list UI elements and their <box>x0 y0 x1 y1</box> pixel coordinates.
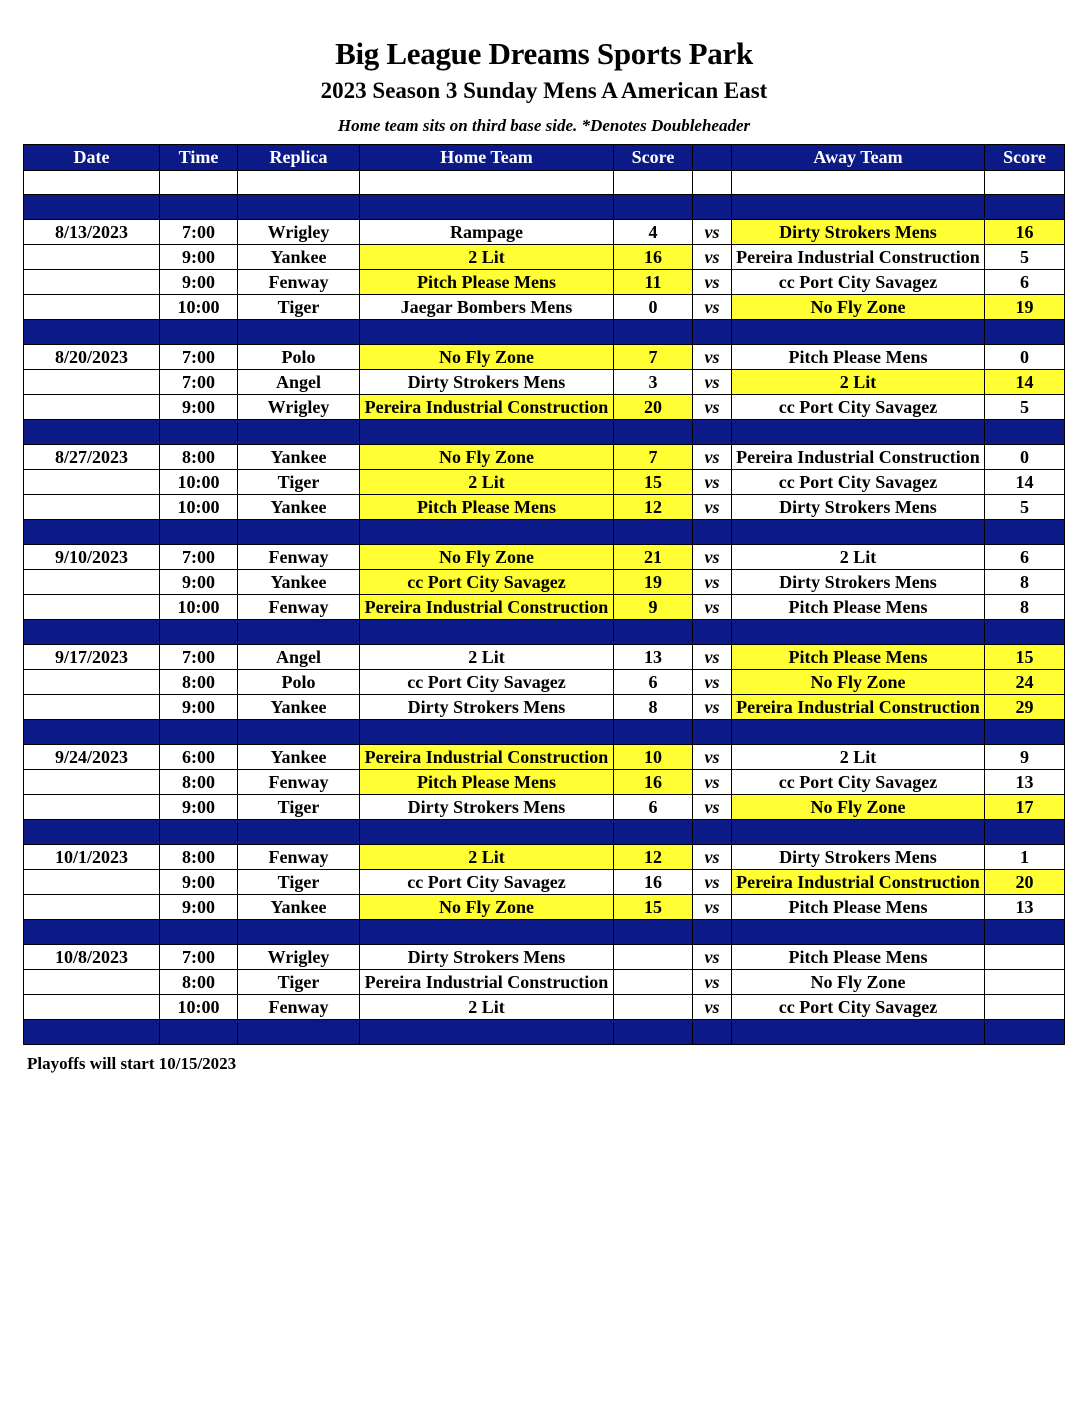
game-field: Yankee <box>238 495 360 520</box>
home-score: 10 <box>614 745 693 770</box>
game-time: 7:00 <box>160 345 238 370</box>
home-score: 6 <box>614 670 693 695</box>
game-field: Fenway <box>238 995 360 1020</box>
game-date <box>24 695 160 720</box>
home-score <box>614 995 693 1020</box>
home-score: 15 <box>614 895 693 920</box>
home-score: 20 <box>614 395 693 420</box>
game-field: Polo <box>238 670 360 695</box>
home-team: Dirty Strokers Mens <box>360 370 614 395</box>
away-team: 2 Lit <box>732 745 985 770</box>
away-score: 19 <box>985 295 1065 320</box>
game-field: Yankee <box>238 570 360 595</box>
game-field: Yankee <box>238 245 360 270</box>
game-field: Fenway <box>238 770 360 795</box>
home-team: cc Port City Savagez <box>360 870 614 895</box>
away-team: 2 Lit <box>732 370 985 395</box>
game-time: 9:00 <box>160 570 238 595</box>
game-row <box>24 795 1065 820</box>
game-field: Wrigley <box>238 395 360 420</box>
home-team: No Fly Zone <box>360 445 614 470</box>
away-score: 8 <box>985 595 1065 620</box>
home-team: cc Port City Savagez <box>360 670 614 695</box>
away-team: cc Port City Savagez <box>732 995 985 1020</box>
away-score: 29 <box>985 695 1065 720</box>
game-field: Fenway <box>238 545 360 570</box>
away-team: Pereira Industrial Construction <box>732 695 985 720</box>
week-separator-row <box>24 520 1065 545</box>
game-field: Wrigley <box>238 945 360 970</box>
home-team: No Fly Zone <box>360 345 614 370</box>
game-time: 7:00 <box>160 220 238 245</box>
vs-label: vs <box>693 695 732 720</box>
away-score: 13 <box>985 895 1065 920</box>
away-score: 5 <box>985 495 1065 520</box>
game-row <box>24 495 1065 520</box>
away-score: 6 <box>985 270 1065 295</box>
game-date <box>24 895 160 920</box>
game-time: 8:00 <box>160 845 238 870</box>
week-separator-row <box>24 195 1065 220</box>
vs-label: vs <box>693 470 732 495</box>
game-time: 7:00 <box>160 370 238 395</box>
game-field: Tiger <box>238 970 360 995</box>
game-row <box>24 470 1065 495</box>
away-score: 9 <box>985 745 1065 770</box>
game-time: 8:00 <box>160 445 238 470</box>
home-score: 11 <box>614 270 693 295</box>
blank-row <box>24 171 1065 195</box>
home-score: 13 <box>614 645 693 670</box>
away-score <box>985 970 1065 995</box>
col-vs <box>693 145 732 171</box>
away-team: Pitch Please Mens <box>732 645 985 670</box>
vs-label: vs <box>693 995 732 1020</box>
home-team: Pereira Industrial Construction <box>360 970 614 995</box>
game-field: Tiger <box>238 795 360 820</box>
game-row <box>24 970 1065 995</box>
game-field: Fenway <box>238 845 360 870</box>
vs-label: vs <box>693 345 732 370</box>
vs-label: vs <box>693 895 732 920</box>
game-row <box>24 995 1065 1020</box>
game-field: Yankee <box>238 895 360 920</box>
away-score: 15 <box>985 645 1065 670</box>
game-field: Wrigley <box>238 220 360 245</box>
page-note: Home team sits on third base side. *Denotes Doubleheader <box>337 116 751 135</box>
game-row <box>24 870 1065 895</box>
away-team: cc Port City Savagez <box>732 470 985 495</box>
away-score: 0 <box>985 345 1065 370</box>
away-team: Pereira Industrial Construction <box>732 870 985 895</box>
away-team: No Fly Zone <box>732 670 985 695</box>
away-score: 14 <box>985 370 1065 395</box>
col-replica: Replica <box>238 145 360 171</box>
page-subtitle: 2023 Season 3 Sunday Mens A American East <box>320 78 768 103</box>
home-score: 12 <box>614 845 693 870</box>
game-date <box>24 670 160 695</box>
away-team: Pitch Please Mens <box>732 595 985 620</box>
away-team: Dirty Strokers Mens <box>732 845 985 870</box>
home-score: 6 <box>614 795 693 820</box>
game-date <box>24 870 160 895</box>
home-score: 3 <box>614 370 693 395</box>
game-row <box>24 695 1065 720</box>
vs-label: vs <box>693 445 732 470</box>
vs-label: vs <box>693 220 732 245</box>
home-score <box>614 945 693 970</box>
home-score: 7 <box>614 445 693 470</box>
game-field: Angel <box>238 370 360 395</box>
game-date <box>24 970 160 995</box>
home-score: 16 <box>614 770 693 795</box>
away-team: Pitch Please Mens <box>732 945 985 970</box>
col-away-score: Score <box>985 145 1065 171</box>
away-score: 5 <box>985 245 1065 270</box>
col-away-team: Away Team <box>732 145 985 171</box>
vs-label: vs <box>693 370 732 395</box>
game-time: 9:00 <box>160 245 238 270</box>
home-score: 15 <box>614 470 693 495</box>
home-team: Pereira Industrial Construction <box>360 395 614 420</box>
home-team: cc Port City Savagez <box>360 570 614 595</box>
game-time: 10:00 <box>160 595 238 620</box>
home-team: Pitch Please Mens <box>360 495 614 520</box>
game-date: 10/8/2023 <box>24 945 160 970</box>
game-time: 9:00 <box>160 795 238 820</box>
away-team: Pitch Please Mens <box>732 345 985 370</box>
game-date: 9/17/2023 <box>24 645 160 670</box>
game-row <box>24 545 1065 570</box>
vs-label: vs <box>693 245 732 270</box>
game-row <box>24 445 1065 470</box>
away-team: Dirty Strokers Mens <box>732 220 985 245</box>
home-score: 9 <box>614 595 693 620</box>
home-team: Dirty Strokers Mens <box>360 795 614 820</box>
vs-label: vs <box>693 945 732 970</box>
game-date <box>24 795 160 820</box>
game-date <box>24 470 160 495</box>
game-date <box>24 295 160 320</box>
game-time: 10:00 <box>160 470 238 495</box>
game-date: 8/27/2023 <box>24 445 160 470</box>
away-score: 14 <box>985 470 1065 495</box>
game-row <box>24 670 1065 695</box>
away-team: No Fly Zone <box>732 795 985 820</box>
game-date <box>24 395 160 420</box>
away-team: No Fly Zone <box>732 970 985 995</box>
week-separator-row <box>24 420 1065 445</box>
home-team: 2 Lit <box>360 645 614 670</box>
game-row <box>24 895 1065 920</box>
game-time: 9:00 <box>160 895 238 920</box>
game-date <box>24 370 160 395</box>
game-time: 10:00 <box>160 295 238 320</box>
home-team: 2 Lit <box>360 470 614 495</box>
schedule-table <box>23 144 1065 1045</box>
game-time: 8:00 <box>160 970 238 995</box>
home-score: 8 <box>614 695 693 720</box>
vs-label: vs <box>693 395 732 420</box>
game-row <box>24 245 1065 270</box>
game-time: 10:00 <box>160 495 238 520</box>
game-time: 7:00 <box>160 645 238 670</box>
game-time: 8:00 <box>160 770 238 795</box>
page-title: Big League Dreams Sports Park <box>335 36 753 71</box>
vs-label: vs <box>693 745 732 770</box>
home-score: 0 <box>614 295 693 320</box>
game-row <box>24 395 1065 420</box>
game-row <box>24 370 1065 395</box>
away-score <box>985 945 1065 970</box>
game-row <box>24 770 1065 795</box>
away-team: Pereira Industrial Construction <box>732 245 985 270</box>
game-row <box>24 220 1065 245</box>
game-field: Angel <box>238 645 360 670</box>
vs-label: vs <box>693 645 732 670</box>
col-date: Date <box>24 145 160 171</box>
vs-label: vs <box>693 670 732 695</box>
game-field: Fenway <box>238 270 360 295</box>
game-row <box>24 645 1065 670</box>
game-row <box>24 295 1065 320</box>
home-score: 16 <box>614 245 693 270</box>
game-field: Yankee <box>238 445 360 470</box>
away-score: 17 <box>985 795 1065 820</box>
col-home-team: Home Team <box>360 145 614 171</box>
away-score: 24 <box>985 670 1065 695</box>
home-team: Pitch Please Mens <box>360 270 614 295</box>
game-date: 9/24/2023 <box>24 745 160 770</box>
away-score: 16 <box>985 220 1065 245</box>
game-row <box>24 595 1065 620</box>
home-team: No Fly Zone <box>360 895 614 920</box>
game-field: Tiger <box>238 295 360 320</box>
game-field: Tiger <box>238 870 360 895</box>
game-time: 9:00 <box>160 270 238 295</box>
game-field: Yankee <box>238 695 360 720</box>
game-date <box>24 595 160 620</box>
away-team: Pitch Please Mens <box>732 895 985 920</box>
away-score: 0 <box>985 445 1065 470</box>
game-date: 8/13/2023 <box>24 220 160 245</box>
vs-label: vs <box>693 295 732 320</box>
vs-label: vs <box>693 495 732 520</box>
game-date <box>24 495 160 520</box>
away-team: Dirty Strokers Mens <box>732 570 985 595</box>
game-date <box>24 770 160 795</box>
vs-label: vs <box>693 595 732 620</box>
vs-label: vs <box>693 570 732 595</box>
game-time: 6:00 <box>160 745 238 770</box>
game-field: Tiger <box>238 470 360 495</box>
game-time: 9:00 <box>160 395 238 420</box>
game-row <box>24 570 1065 595</box>
home-team: Pereira Industrial Construction <box>360 595 614 620</box>
vs-label: vs <box>693 545 732 570</box>
table-header-row <box>24 145 1065 171</box>
week-separator-row <box>24 820 1065 845</box>
home-team: Dirty Strokers Mens <box>360 945 614 970</box>
away-team: Pereira Industrial Construction <box>732 445 985 470</box>
week-separator-row <box>24 920 1065 945</box>
game-row <box>24 745 1065 770</box>
game-time: 7:00 <box>160 945 238 970</box>
game-date <box>24 570 160 595</box>
week-separator-row <box>24 320 1065 345</box>
game-row <box>24 945 1065 970</box>
away-score: 20 <box>985 870 1065 895</box>
away-team: cc Port City Savagez <box>732 770 985 795</box>
game-row <box>24 845 1065 870</box>
week-separator-row <box>24 720 1065 745</box>
week-separator-row <box>24 620 1065 645</box>
home-team: Rampage <box>360 220 614 245</box>
home-score: 21 <box>614 545 693 570</box>
game-row <box>24 270 1065 295</box>
away-team: No Fly Zone <box>732 295 985 320</box>
game-time: 10:00 <box>160 995 238 1020</box>
home-score: 7 <box>614 345 693 370</box>
away-team: Dirty Strokers Mens <box>732 495 985 520</box>
col-home-score: Score <box>614 145 693 171</box>
home-team: 2 Lit <box>360 245 614 270</box>
game-time: 9:00 <box>160 870 238 895</box>
away-score: 5 <box>985 395 1065 420</box>
home-team: Dirty Strokers Mens <box>360 695 614 720</box>
game-row <box>24 345 1065 370</box>
vs-label: vs <box>693 870 732 895</box>
game-field: Fenway <box>238 595 360 620</box>
away-score: 13 <box>985 770 1065 795</box>
home-team: 2 Lit <box>360 995 614 1020</box>
away-score: 1 <box>985 845 1065 870</box>
vs-label: vs <box>693 795 732 820</box>
away-score: 6 <box>985 545 1065 570</box>
game-date <box>24 270 160 295</box>
game-date <box>24 245 160 270</box>
home-team: Pereira Industrial Construction <box>360 745 614 770</box>
game-date <box>24 995 160 1020</box>
game-field: Polo <box>238 345 360 370</box>
home-score: 12 <box>614 495 693 520</box>
vs-label: vs <box>693 770 732 795</box>
vs-label: vs <box>693 270 732 295</box>
col-time: Time <box>160 145 238 171</box>
home-score <box>614 970 693 995</box>
game-time: 8:00 <box>160 670 238 695</box>
vs-label: vs <box>693 845 732 870</box>
home-team: 2 Lit <box>360 845 614 870</box>
vs-label: vs <box>693 970 732 995</box>
playoffs-note: Playoffs will start 10/15/2023 <box>27 1054 237 1073</box>
away-team: 2 Lit <box>732 545 985 570</box>
game-field: Yankee <box>238 745 360 770</box>
game-time: 9:00 <box>160 695 238 720</box>
game-time: 7:00 <box>160 545 238 570</box>
game-date: 10/1/2023 <box>24 845 160 870</box>
game-date: 9/10/2023 <box>24 545 160 570</box>
away-team: cc Port City Savagez <box>732 395 985 420</box>
home-team: Jaegar Bombers Mens <box>360 295 614 320</box>
home-team: No Fly Zone <box>360 545 614 570</box>
game-date: 8/20/2023 <box>24 345 160 370</box>
home-score: 4 <box>614 220 693 245</box>
home-score: 19 <box>614 570 693 595</box>
week-separator-row <box>24 1020 1065 1045</box>
schedule-body <box>24 171 1065 1045</box>
away-score: 8 <box>985 570 1065 595</box>
home-score: 16 <box>614 870 693 895</box>
home-team: Pitch Please Mens <box>360 770 614 795</box>
away-team: cc Port City Savagez <box>732 270 985 295</box>
away-score <box>985 995 1065 1020</box>
